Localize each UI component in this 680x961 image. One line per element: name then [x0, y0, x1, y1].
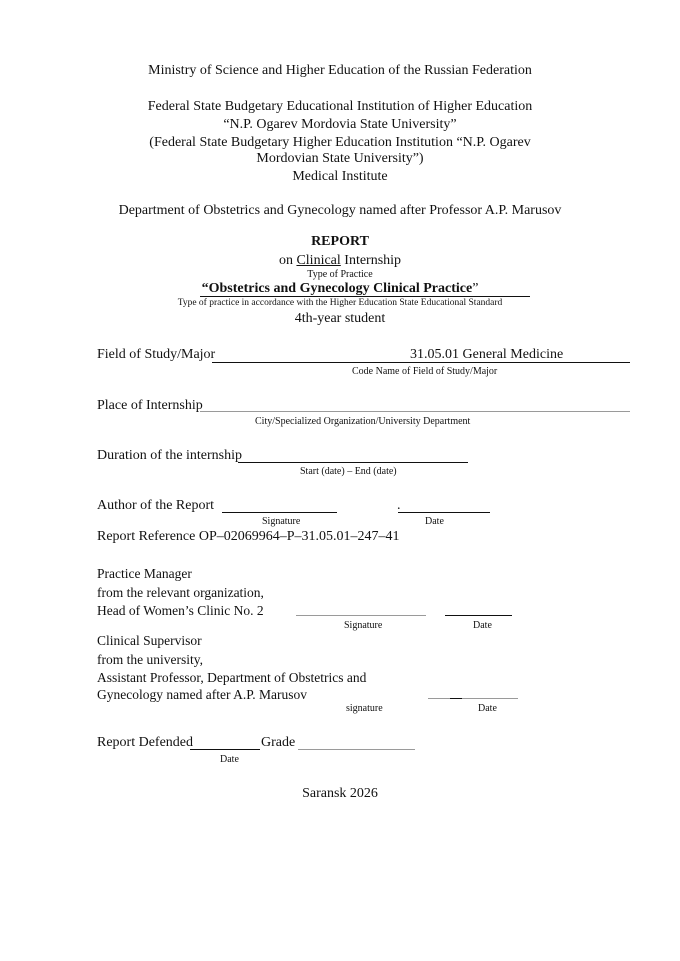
author-signature-field[interactable]	[222, 512, 337, 513]
manager-line3: Head of Women’s Clinic No. 2	[97, 603, 264, 618]
duration-label: Duration of the internship	[97, 448, 243, 463]
practice-type: Clinical	[296, 253, 341, 268]
place-of-internship-label: Place of Internship	[97, 398, 203, 413]
place-of-internship-caption: City/Specialized Organization/University Department	[255, 416, 471, 427]
manager-line2: from the relevant organization,	[97, 585, 264, 600]
supervisor-date-mark	[450, 698, 462, 699]
duration-caption: Start (date) – End (date)	[300, 466, 397, 477]
author-date-field[interactable]	[398, 512, 490, 513]
author-signature-caption: Signature	[262, 516, 301, 527]
report-reference: Report Reference OP–02069964–P–31.05.01–247–41	[97, 529, 400, 544]
report-title: REPORT	[311, 234, 369, 249]
supervisor-line4: Gynecology named after A.P. Marusov	[97, 687, 307, 702]
department-name: Department of Obstetrics and Gynecology named after Professor A.P. Marusov	[118, 203, 562, 218]
practice-suffix: Internship	[340, 253, 402, 268]
student-year: 4th-year student	[294, 311, 386, 326]
institution-alt-name-line1: (Federal State Budgetary Higher Education Institution “N.P. Ogarev	[149, 135, 531, 150]
author-date-dot: .	[397, 498, 401, 513]
report-defended-label: Report Defended	[97, 735, 194, 750]
practice-name-text: “Obstetrics and Gynecology Clinical Practice	[201, 281, 473, 296]
manager-signature-field[interactable]	[296, 615, 426, 616]
supervisor-signature-caption: signature	[346, 703, 383, 714]
standard-caption: Type of practice in accordance with the Higher Education State Educational Standard	[177, 298, 503, 308]
institution-alt-name-line2: Mordovian State University”)	[256, 151, 424, 166]
grade-label: Grade	[261, 735, 296, 750]
supervisor-line3: Assistant Professor, Department of Obstetrics and	[97, 670, 367, 685]
practice-type-caption: Type of Practice	[307, 269, 373, 280]
institute-name: Medical Institute	[292, 169, 388, 184]
supervisor-date-field[interactable]	[428, 698, 518, 699]
institution-name-line1: Federal State Budgetary Educational Institution of Higher Education	[147, 99, 533, 114]
field-of-study-value: 31.05.01 General Medicine	[410, 347, 564, 362]
city-year: Saransk 2026	[302, 786, 378, 801]
manager-date-field[interactable]	[445, 615, 512, 616]
supervisor-line1: Clinical Supervisor	[97, 633, 202, 648]
practice-name-end: ”	[472, 281, 479, 296]
defense-date-field[interactable]	[190, 749, 260, 750]
grade-field[interactable]	[298, 749, 415, 750]
ministry-name: Ministry of Science and Higher Education of the Russian Federation	[148, 63, 532, 78]
institution-name-line2: “N.P. Ogarev Mordovia State University”	[223, 117, 457, 132]
practice-on-prefix: on	[278, 253, 297, 268]
field-of-study-caption: Code Name of Field of Study/Major	[352, 366, 498, 377]
author-label: Author of the Report	[97, 498, 215, 513]
duration-field[interactable]	[238, 462, 468, 463]
supervisor-date-caption: Date	[478, 703, 497, 714]
practice-name	[0, 281, 680, 297]
supervisor-line2: from the university,	[97, 652, 203, 667]
manager-line1: Practice Manager	[97, 566, 192, 581]
practice-type-line	[0, 253, 680, 269]
place-of-internship-field[interactable]	[200, 411, 630, 412]
defense-date-caption: Date	[220, 754, 239, 765]
field-of-study-label: Field of Study/Major	[97, 347, 216, 362]
manager-signature-caption: Signature	[344, 620, 383, 631]
manager-date-caption: Date	[473, 620, 492, 631]
author-date-caption: Date	[425, 516, 444, 527]
